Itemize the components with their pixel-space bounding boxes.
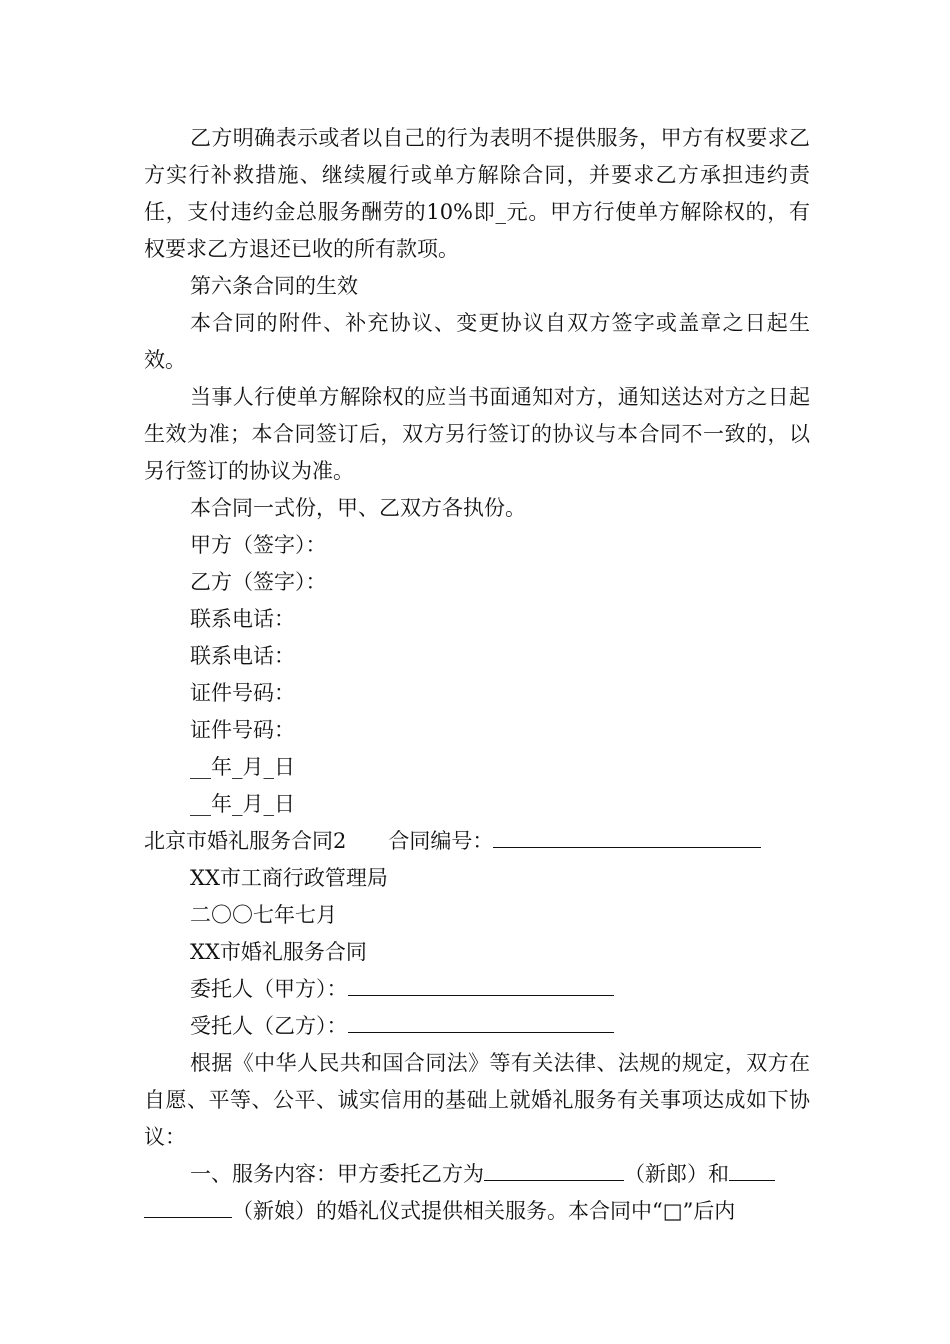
contract-doc-title: XX市婚礼服务合同 (190, 940, 367, 964)
groom-label: （新郎）和 (624, 1162, 729, 1186)
service-content-line-1 (144, 1156, 810, 1193)
party-b-date: __年_月_日 (190, 792, 295, 816)
effectiveness-paragraph: 本合同的附件、补充协议、变更协议自双方签字或盖章之日起生效。 (144, 311, 810, 372)
agent-label: 受托人（乙方）： (190, 1014, 348, 1038)
document-page (144, 120, 810, 1230)
issuer-line: XX市工商行政管理局 (190, 866, 388, 890)
client-row (144, 971, 810, 1008)
bride-label: （新娘）的婚礼仪式提供相关服务。本合同中“□”后内 (232, 1199, 736, 1223)
preamble-paragraph: 根据《中华人民共和国合同法》等有关法律、法规的规定，双方在自愿、平等、公平、诚实信用的基础上就婚礼服务有关事项达成如下协议： (144, 1051, 810, 1149)
bride-blank-end (144, 1195, 232, 1218)
issue-date-line: 二〇〇七年七月 (190, 903, 337, 927)
client-label: 委托人（甲方）： (190, 977, 348, 1001)
termination-notice-paragraph: 当事人行使单方解除权的应当书面通知对方，通知送达对方之日起生效为准；本合同签订后，双方另行签订的协议与本合同不一致的，以另行签订的协议为准。 (144, 385, 810, 483)
party-a-date: __年_月_日 (190, 755, 295, 779)
contract-2-title: 北京市婚礼服务合同2 (144, 829, 347, 853)
agent-blank (348, 1010, 614, 1033)
contract-code-label: 合同编号： (388, 829, 494, 853)
party-a-phone-label: 联系电话： (190, 607, 295, 631)
party-a-signature-label: 甲方（签字）： (190, 533, 327, 557)
contract-code-blank (493, 825, 761, 848)
agent-row (144, 1008, 810, 1045)
article-6-title: 第六条合同的生效 (190, 274, 358, 298)
party-b-id-label: 证件号码： (190, 718, 295, 742)
party-b-phone-label: 联系电话： (190, 644, 295, 668)
service-content-line-2 (144, 1193, 810, 1230)
groom-blank (484, 1158, 624, 1181)
client-blank (348, 973, 614, 996)
service-prefix: 一、服务内容：甲方委托乙方为 (190, 1162, 484, 1186)
contract-2-header (144, 823, 810, 860)
bride-blank-start (729, 1158, 775, 1181)
party-b-signature-label: 乙方（签字）： (190, 570, 327, 594)
party-a-id-label: 证件号码： (190, 681, 295, 705)
breach-paragraph: 乙方明确表示或者以自己的行为表明不提供服务，甲方有权要求乙方实行补救措施、继续履行或单方解除合同，并要求乙方承担违约责任，支付违约金总服务酬劳的10%即_元。甲方行使单方解除权的，有权要求乙方退还已收的所有款项。 (144, 126, 810, 261)
copies-paragraph: 本合同一式份，甲、乙双方各执份。 (190, 496, 526, 520)
